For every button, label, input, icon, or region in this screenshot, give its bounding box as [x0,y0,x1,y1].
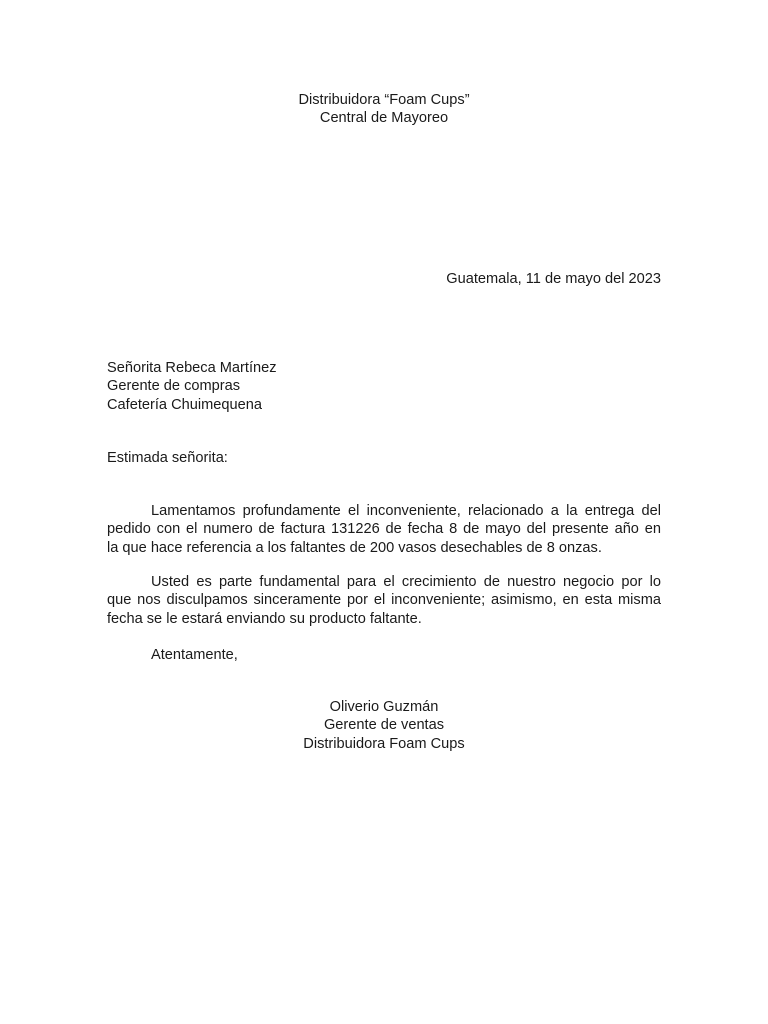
date-block [107,270,661,288]
closing-block [151,646,238,664]
signature-title: Gerente de ventas [323,717,445,734]
paragraph-line: la que hace referencia a los faltantes de 200 vasos desechables de 8 onzas. [107,539,602,556]
date-line: Guatemala, 11 de mayo del 2023 [446,271,661,287]
closing: Atentamente, [151,647,238,663]
body-paragraph-1 [107,502,661,557]
signature-company: Distribuidora Foam Cups [303,735,465,752]
body-paragraph-2 [107,573,661,628]
recipient-title: Gerente de compras [107,378,241,395]
signature-name: Oliverio Guzmán [329,699,439,715]
company-line: Distribuidora “Foam Cups” [298,92,470,108]
recipient-company: Cafetería Chuimequena [107,396,262,413]
location-line: Central de Mayoreo [319,110,449,127]
paragraph-line: que nos disculpamos sinceramente por el inconveniente; asimismo, en esta misma [107,592,661,609]
salutation-block [107,449,228,467]
paragraph-line: pedido con el numero de factura 131226 de fecha 8 de mayo del presente año en [107,521,661,538]
recipient-name: Señorita Rebeca Martínez [107,360,277,376]
letter-header [107,91,661,128]
salutation: Estimada señorita: [107,450,228,466]
paragraph-line: Usted es parte fundamental para el crecimiento de nuestro negocio por lo [151,574,661,590]
signature-block [107,698,661,753]
paragraph-line: fecha se le estará enviando su producto faltante. [107,610,422,627]
recipient-block [107,359,277,414]
letter-page [107,0,661,1024]
paragraph-line: Lamentamos profundamente el inconveniente, relacionado a la entrega del [151,503,661,519]
